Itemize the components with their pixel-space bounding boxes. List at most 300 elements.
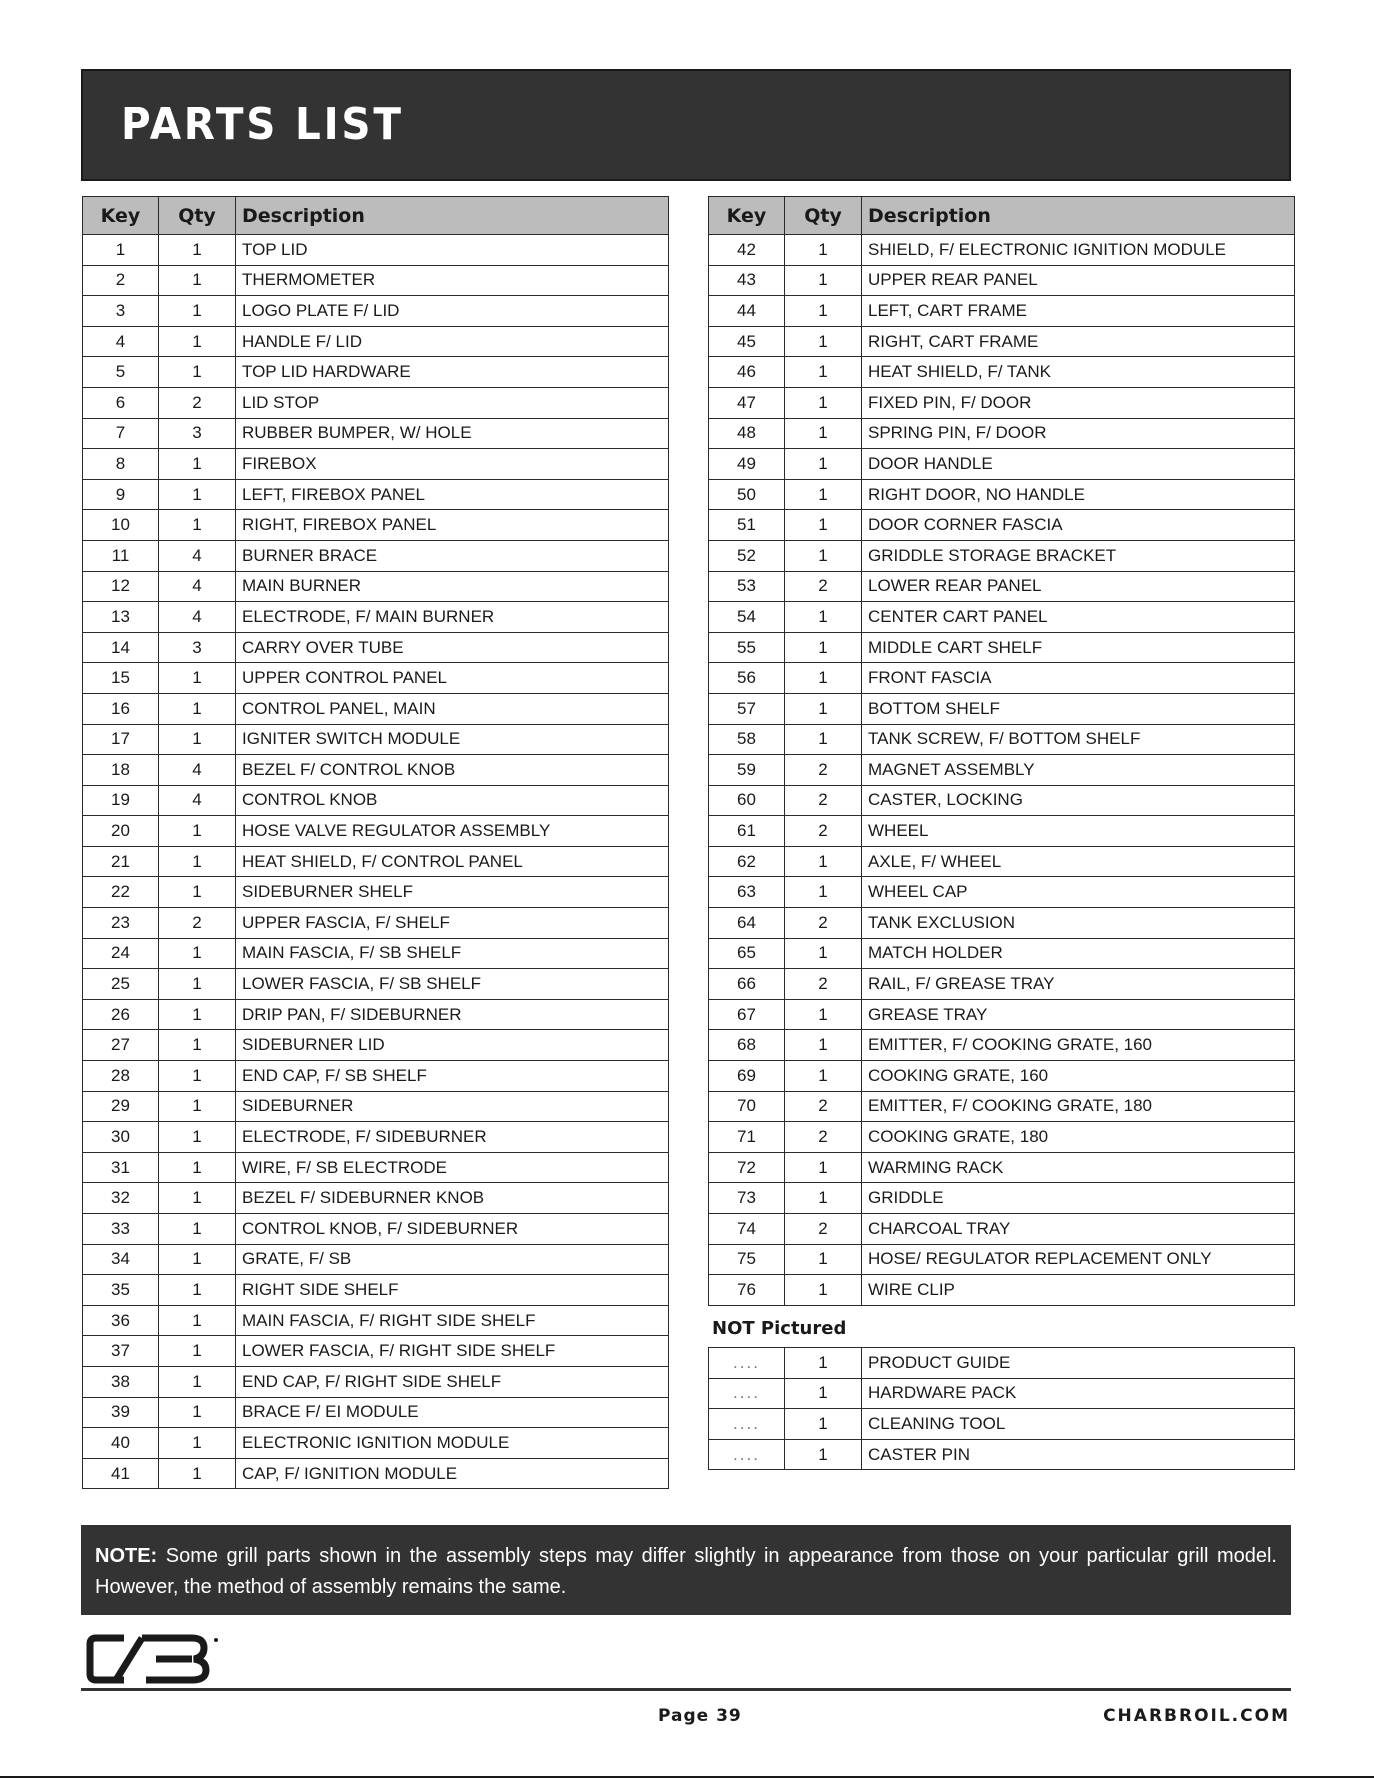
part-key: 24 bbox=[83, 938, 159, 969]
part-description: RIGHT, CART FRAME bbox=[862, 326, 1295, 357]
part-qty: 1 bbox=[159, 724, 236, 755]
part-qty: 1 bbox=[785, 1061, 862, 1092]
table-header-row bbox=[709, 197, 1295, 235]
table-row bbox=[83, 357, 669, 388]
part-key: 43 bbox=[709, 265, 785, 296]
part-qty: 1 bbox=[159, 1244, 236, 1275]
part-qty: 1 bbox=[159, 357, 236, 388]
part-qty: 1 bbox=[159, 1305, 236, 1336]
part-description: CASTER PIN bbox=[862, 1439, 1295, 1470]
table-row bbox=[83, 326, 669, 357]
part-description: EMITTER, F/ COOKING GRATE, 180 bbox=[862, 1091, 1295, 1122]
part-description: BRACE F/ EI MODULE bbox=[236, 1397, 669, 1428]
part-key: 33 bbox=[83, 1214, 159, 1245]
part-qty: 1 bbox=[785, 1030, 862, 1061]
part-key: 16 bbox=[83, 693, 159, 724]
part-key: 57 bbox=[709, 693, 785, 724]
column-header-description: Description bbox=[862, 197, 1295, 235]
part-description: WIRE, F/ SB ELECTRODE bbox=[236, 1152, 669, 1183]
table-row bbox=[83, 969, 669, 1000]
part-qty: 1 bbox=[785, 1275, 862, 1306]
part-description: HOSE VALVE REGULATOR ASSEMBLY bbox=[236, 816, 669, 847]
table-row bbox=[709, 1183, 1295, 1214]
table-row bbox=[83, 1061, 669, 1092]
part-key: 59 bbox=[709, 755, 785, 786]
part-qty: 1 bbox=[785, 877, 862, 908]
part-qty: 4 bbox=[159, 785, 236, 816]
table-row bbox=[709, 1409, 1295, 1440]
part-description: ELECTRODE, F/ SIDEBURNER bbox=[236, 1122, 669, 1153]
part-key: .... bbox=[709, 1439, 785, 1470]
table-row bbox=[83, 602, 669, 633]
part-description: BOTTOM SHELF bbox=[862, 693, 1295, 724]
part-description: RIGHT SIDE SHELF bbox=[236, 1275, 669, 1306]
part-description: AXLE, F/ WHEEL bbox=[862, 846, 1295, 877]
part-description: RIGHT DOOR, NO HANDLE bbox=[862, 479, 1295, 510]
part-qty: 1 bbox=[785, 357, 862, 388]
table-row bbox=[709, 1275, 1295, 1306]
part-key: 26 bbox=[83, 999, 159, 1030]
part-key: 30 bbox=[83, 1122, 159, 1153]
part-qty: 4 bbox=[159, 571, 236, 602]
table-row bbox=[83, 540, 669, 571]
part-qty: 1 bbox=[159, 479, 236, 510]
part-key: 27 bbox=[83, 1030, 159, 1061]
part-qty: 1 bbox=[785, 938, 862, 969]
table-row bbox=[83, 1366, 669, 1397]
column-header-qty: Qty bbox=[785, 197, 862, 235]
part-description: LEFT, FIREBOX PANEL bbox=[236, 479, 669, 510]
part-qty: 1 bbox=[159, 1428, 236, 1459]
table-row bbox=[709, 693, 1295, 724]
part-qty: 1 bbox=[785, 724, 862, 755]
table-row bbox=[83, 846, 669, 877]
part-key: 56 bbox=[709, 663, 785, 694]
part-description: HANDLE F/ LID bbox=[236, 326, 669, 357]
table-row bbox=[709, 418, 1295, 449]
part-qty: 2 bbox=[159, 387, 236, 418]
part-description: GRIDDLE STORAGE BRACKET bbox=[862, 540, 1295, 571]
part-description: CARRY OVER TUBE bbox=[236, 632, 669, 663]
part-key: 22 bbox=[83, 877, 159, 908]
part-key: 70 bbox=[709, 1091, 785, 1122]
part-key: 10 bbox=[83, 510, 159, 541]
part-key: 31 bbox=[83, 1152, 159, 1183]
part-description: HOSE/ REGULATOR REPLACEMENT ONLY bbox=[862, 1244, 1295, 1275]
table-row bbox=[83, 785, 669, 816]
part-qty: 1 bbox=[159, 1336, 236, 1367]
part-qty: 1 bbox=[785, 1409, 862, 1440]
part-description: MAIN FASCIA, F/ RIGHT SIDE SHELF bbox=[236, 1305, 669, 1336]
part-key: 51 bbox=[709, 510, 785, 541]
part-description: CHARCOAL TRAY bbox=[862, 1214, 1295, 1245]
column-header-qty: Qty bbox=[159, 197, 236, 235]
table-row bbox=[709, 387, 1295, 418]
table-row bbox=[709, 571, 1295, 602]
charbroil-cb-logo-icon bbox=[86, 1632, 226, 1686]
part-description: LEFT, CART FRAME bbox=[862, 296, 1295, 327]
part-description: DOOR CORNER FASCIA bbox=[862, 510, 1295, 541]
part-description: BEZEL F/ CONTROL KNOB bbox=[236, 755, 669, 786]
part-description: HARDWARE PACK bbox=[862, 1378, 1295, 1409]
part-qty: 1 bbox=[785, 999, 862, 1030]
part-key: 8 bbox=[83, 449, 159, 480]
part-key: 55 bbox=[709, 632, 785, 663]
part-description: CLEANING TOOL bbox=[862, 1409, 1295, 1440]
part-description: GRIDDLE bbox=[862, 1183, 1295, 1214]
part-key: 75 bbox=[709, 1244, 785, 1275]
table-row bbox=[709, 969, 1295, 1000]
part-qty: 2 bbox=[159, 908, 236, 939]
parts-table-right bbox=[708, 196, 1295, 1306]
table-row bbox=[83, 1244, 669, 1275]
table-row bbox=[709, 1214, 1295, 1245]
part-qty: 4 bbox=[159, 755, 236, 786]
part-qty: 1 bbox=[785, 235, 862, 266]
table-row bbox=[709, 479, 1295, 510]
part-description: HEAT SHIELD, F/ TANK bbox=[862, 357, 1295, 388]
part-key: 1 bbox=[83, 235, 159, 266]
part-description: MAIN BURNER bbox=[236, 571, 669, 602]
part-key: 63 bbox=[709, 877, 785, 908]
table-row bbox=[709, 785, 1295, 816]
part-key: 54 bbox=[709, 602, 785, 633]
part-description: CONTROL KNOB, F/ SIDEBURNER bbox=[236, 1214, 669, 1245]
part-qty: 3 bbox=[159, 632, 236, 663]
part-key: 36 bbox=[83, 1305, 159, 1336]
part-key: 40 bbox=[83, 1428, 159, 1459]
part-key: 53 bbox=[709, 571, 785, 602]
note-box bbox=[81, 1525, 1291, 1615]
part-key: 20 bbox=[83, 816, 159, 847]
part-key: 9 bbox=[83, 479, 159, 510]
table-row bbox=[83, 816, 669, 847]
part-qty: 1 bbox=[159, 296, 236, 327]
part-description: GREASE TRAY bbox=[862, 999, 1295, 1030]
part-description: CONTROL KNOB bbox=[236, 785, 669, 816]
part-qty: 1 bbox=[159, 1061, 236, 1092]
table-row bbox=[83, 663, 669, 694]
table-row bbox=[83, 1428, 669, 1459]
part-key: 45 bbox=[709, 326, 785, 357]
part-description: GRATE, F/ SB bbox=[236, 1244, 669, 1275]
table-row bbox=[709, 908, 1295, 939]
part-qty: 1 bbox=[785, 1244, 862, 1275]
table-row bbox=[83, 571, 669, 602]
table-row bbox=[709, 1091, 1295, 1122]
part-key: 61 bbox=[709, 816, 785, 847]
table-row bbox=[83, 479, 669, 510]
part-key: 64 bbox=[709, 908, 785, 939]
part-description: EMITTER, F/ COOKING GRATE, 160 bbox=[862, 1030, 1295, 1061]
part-description: FIREBOX bbox=[236, 449, 669, 480]
table-row bbox=[709, 449, 1295, 480]
part-description: WHEEL CAP bbox=[862, 877, 1295, 908]
part-key: 11 bbox=[83, 540, 159, 571]
part-key: 42 bbox=[709, 235, 785, 266]
part-key: 12 bbox=[83, 571, 159, 602]
part-description: MIDDLE CART SHELF bbox=[862, 632, 1295, 663]
part-description: RAIL, F/ GREASE TRAY bbox=[862, 969, 1295, 1000]
part-description: UPPER REAR PANEL bbox=[862, 265, 1295, 296]
part-key: 74 bbox=[709, 1214, 785, 1245]
part-key: 6 bbox=[83, 387, 159, 418]
table-row bbox=[709, 1061, 1295, 1092]
part-key: .... bbox=[709, 1378, 785, 1409]
part-key: 13 bbox=[83, 602, 159, 633]
part-qty: 1 bbox=[785, 632, 862, 663]
table-row bbox=[83, 1091, 669, 1122]
part-description: BURNER BRACE bbox=[236, 540, 669, 571]
part-qty: 2 bbox=[785, 1122, 862, 1153]
part-key: 65 bbox=[709, 938, 785, 969]
part-key: 71 bbox=[709, 1122, 785, 1153]
part-qty: 1 bbox=[159, 1366, 236, 1397]
part-qty: 1 bbox=[159, 449, 236, 480]
table-row bbox=[83, 1397, 669, 1428]
table-row bbox=[709, 1122, 1295, 1153]
part-qty: 1 bbox=[159, 816, 236, 847]
part-description: BEZEL F/ SIDEBURNER KNOB bbox=[236, 1183, 669, 1214]
part-qty: 1 bbox=[159, 846, 236, 877]
table-row bbox=[709, 1244, 1295, 1275]
part-key: 68 bbox=[709, 1030, 785, 1061]
table-row bbox=[83, 418, 669, 449]
part-description: MAGNET ASSEMBLY bbox=[862, 755, 1295, 786]
table-row bbox=[83, 999, 669, 1030]
part-qty: 1 bbox=[785, 663, 862, 694]
part-description: CAP, F/ IGNITION MODULE bbox=[236, 1458, 669, 1489]
table-row bbox=[83, 296, 669, 327]
part-key: 5 bbox=[83, 357, 159, 388]
part-key: 44 bbox=[709, 296, 785, 327]
part-description: MAIN FASCIA, F/ SB SHELF bbox=[236, 938, 669, 969]
part-qty: 1 bbox=[785, 1378, 862, 1409]
part-key: 52 bbox=[709, 540, 785, 571]
table-row bbox=[709, 602, 1295, 633]
part-qty: 1 bbox=[785, 418, 862, 449]
column-header-key: Key bbox=[83, 197, 159, 235]
part-qty: 1 bbox=[785, 1183, 862, 1214]
part-qty: 4 bbox=[159, 602, 236, 633]
part-qty: 1 bbox=[159, 265, 236, 296]
part-qty: 1 bbox=[785, 602, 862, 633]
table-row bbox=[83, 1152, 669, 1183]
part-qty: 2 bbox=[785, 908, 862, 939]
table-row bbox=[709, 724, 1295, 755]
part-description: LOWER FASCIA, F/ SB SHELF bbox=[236, 969, 669, 1000]
table-row bbox=[709, 510, 1295, 541]
part-qty: 1 bbox=[785, 693, 862, 724]
table-row bbox=[83, 693, 669, 724]
part-key: 60 bbox=[709, 785, 785, 816]
part-qty: 3 bbox=[159, 418, 236, 449]
table-row bbox=[709, 877, 1295, 908]
part-qty: 1 bbox=[785, 846, 862, 877]
part-qty: 1 bbox=[159, 969, 236, 1000]
page-title: PARTS LIST bbox=[121, 99, 404, 150]
part-description: WIRE CLIP bbox=[862, 1275, 1295, 1306]
part-description: SHIELD, F/ ELECTRONIC IGNITION MODULE bbox=[862, 235, 1295, 266]
part-description: DRIP PAN, F/ SIDEBURNER bbox=[236, 999, 669, 1030]
part-description: CENTER CART PANEL bbox=[862, 602, 1295, 633]
part-key: 41 bbox=[83, 1458, 159, 1489]
part-key: 47 bbox=[709, 387, 785, 418]
part-key: 49 bbox=[709, 449, 785, 480]
part-description: COOKING GRATE, 180 bbox=[862, 1122, 1295, 1153]
part-qty: 1 bbox=[159, 326, 236, 357]
part-key: 15 bbox=[83, 663, 159, 694]
part-key: 29 bbox=[83, 1091, 159, 1122]
table-row bbox=[709, 816, 1295, 847]
part-qty: 1 bbox=[159, 1397, 236, 1428]
table-row bbox=[83, 908, 669, 939]
table-row bbox=[83, 1214, 669, 1245]
part-description: HEAT SHIELD, F/ CONTROL PANEL bbox=[236, 846, 669, 877]
part-description: RUBBER BUMPER, W/ HOLE bbox=[236, 418, 669, 449]
part-description: RIGHT, FIREBOX PANEL bbox=[236, 510, 669, 541]
table-row bbox=[709, 846, 1295, 877]
not-pictured-table bbox=[708, 1347, 1295, 1470]
table-row bbox=[709, 663, 1295, 694]
part-description: CONTROL PANEL, MAIN bbox=[236, 693, 669, 724]
part-key: 18 bbox=[83, 755, 159, 786]
table-row bbox=[709, 1152, 1295, 1183]
part-key: 17 bbox=[83, 724, 159, 755]
parts-table-left bbox=[82, 196, 669, 1489]
part-description: TANK EXCLUSION bbox=[862, 908, 1295, 939]
part-qty: 1 bbox=[785, 510, 862, 541]
table-row bbox=[709, 540, 1295, 571]
part-key: 35 bbox=[83, 1275, 159, 1306]
part-qty: 2 bbox=[785, 969, 862, 1000]
part-description: UPPER FASCIA, F/ SHELF bbox=[236, 908, 669, 939]
table-row bbox=[709, 265, 1295, 296]
part-key: 46 bbox=[709, 357, 785, 388]
part-qty: 1 bbox=[159, 999, 236, 1030]
note-label: NOTE: bbox=[95, 1545, 158, 1567]
part-description: SIDEBURNER LID bbox=[236, 1030, 669, 1061]
part-qty: 1 bbox=[159, 1183, 236, 1214]
part-qty: 1 bbox=[785, 326, 862, 357]
part-qty: 1 bbox=[159, 1214, 236, 1245]
part-key: 48 bbox=[709, 418, 785, 449]
part-description: END CAP, F/ SB SHELF bbox=[236, 1061, 669, 1092]
part-key: 2 bbox=[83, 265, 159, 296]
part-key: 72 bbox=[709, 1152, 785, 1183]
table-row bbox=[709, 938, 1295, 969]
table-row bbox=[709, 326, 1295, 357]
part-qty: 2 bbox=[785, 571, 862, 602]
part-description: LOWER REAR PANEL bbox=[862, 571, 1295, 602]
part-key: 32 bbox=[83, 1183, 159, 1214]
table-row bbox=[83, 1305, 669, 1336]
part-qty: 1 bbox=[785, 387, 862, 418]
part-description: SIDEBURNER bbox=[236, 1091, 669, 1122]
part-qty: 1 bbox=[159, 1152, 236, 1183]
part-description: PRODUCT GUIDE bbox=[862, 1348, 1295, 1379]
part-description: LOGO PLATE F/ LID bbox=[236, 296, 669, 327]
bottom-edge-line bbox=[0, 1776, 1374, 1778]
part-qty: 2 bbox=[785, 1091, 862, 1122]
part-description: UPPER CONTROL PANEL bbox=[236, 663, 669, 694]
table-row bbox=[83, 938, 669, 969]
part-key: 7 bbox=[83, 418, 159, 449]
part-key: 19 bbox=[83, 785, 159, 816]
part-key: 73 bbox=[709, 1183, 785, 1214]
website-url: CHARBROIL.COM bbox=[1103, 1706, 1290, 1726]
table-row bbox=[709, 1378, 1295, 1409]
part-key: 67 bbox=[709, 999, 785, 1030]
part-qty: 1 bbox=[159, 1122, 236, 1153]
table-row bbox=[83, 1336, 669, 1367]
part-qty: 1 bbox=[159, 1275, 236, 1306]
part-qty: 1 bbox=[159, 1030, 236, 1061]
table-row bbox=[709, 296, 1295, 327]
part-key: 38 bbox=[83, 1366, 159, 1397]
part-key: 21 bbox=[83, 846, 159, 877]
table-row bbox=[709, 1348, 1295, 1379]
part-description: SIDEBURNER SHELF bbox=[236, 877, 669, 908]
part-description: WHEEL bbox=[862, 816, 1295, 847]
part-description: ELECTRODE, F/ MAIN BURNER bbox=[236, 602, 669, 633]
part-key: 34 bbox=[83, 1244, 159, 1275]
part-description: TOP LID HARDWARE bbox=[236, 357, 669, 388]
note-text: Some grill parts shown in the assembly steps may differ slightly in appearance from those on your particular grill model. However, the method of assembly remains the same. bbox=[95, 1545, 1277, 1598]
table-row bbox=[83, 387, 669, 418]
header-bar bbox=[81, 69, 1291, 181]
part-qty: 1 bbox=[159, 938, 236, 969]
part-key: 58 bbox=[709, 724, 785, 755]
part-qty: 1 bbox=[785, 1439, 862, 1470]
part-qty: 1 bbox=[159, 1458, 236, 1489]
part-description: LOWER FASCIA, F/ RIGHT SIDE SHELF bbox=[236, 1336, 669, 1367]
table-row bbox=[83, 449, 669, 480]
part-qty: 1 bbox=[785, 296, 862, 327]
part-key: 4 bbox=[83, 326, 159, 357]
part-description: COOKING GRATE, 160 bbox=[862, 1061, 1295, 1092]
table-row bbox=[709, 999, 1295, 1030]
part-description: DOOR HANDLE bbox=[862, 449, 1295, 480]
table-header-row bbox=[83, 197, 669, 235]
part-qty: 1 bbox=[785, 1152, 862, 1183]
part-qty: 4 bbox=[159, 540, 236, 571]
page-number: Page 39 bbox=[658, 1706, 742, 1726]
part-description: FIXED PIN, F/ DOOR bbox=[862, 387, 1295, 418]
part-qty: 1 bbox=[159, 235, 236, 266]
part-key: 3 bbox=[83, 296, 159, 327]
table-row bbox=[83, 510, 669, 541]
part-qty: 2 bbox=[785, 785, 862, 816]
not-pictured-label: NOT Pictured bbox=[712, 1318, 847, 1339]
table-row bbox=[709, 632, 1295, 663]
table-row bbox=[83, 1183, 669, 1214]
part-key: 14 bbox=[83, 632, 159, 663]
table-row bbox=[83, 235, 669, 266]
part-qty: 1 bbox=[159, 693, 236, 724]
part-key: 50 bbox=[709, 479, 785, 510]
part-key: .... bbox=[709, 1409, 785, 1440]
part-description: LID STOP bbox=[236, 387, 669, 418]
part-key: 39 bbox=[83, 1397, 159, 1428]
part-key: 66 bbox=[709, 969, 785, 1000]
part-description: WARMING RACK bbox=[862, 1152, 1295, 1183]
part-qty: 1 bbox=[785, 479, 862, 510]
part-description: CASTER, LOCKING bbox=[862, 785, 1295, 816]
table-row bbox=[709, 1030, 1295, 1061]
table-row bbox=[709, 755, 1295, 786]
part-description: IGNITER SWITCH MODULE bbox=[236, 724, 669, 755]
